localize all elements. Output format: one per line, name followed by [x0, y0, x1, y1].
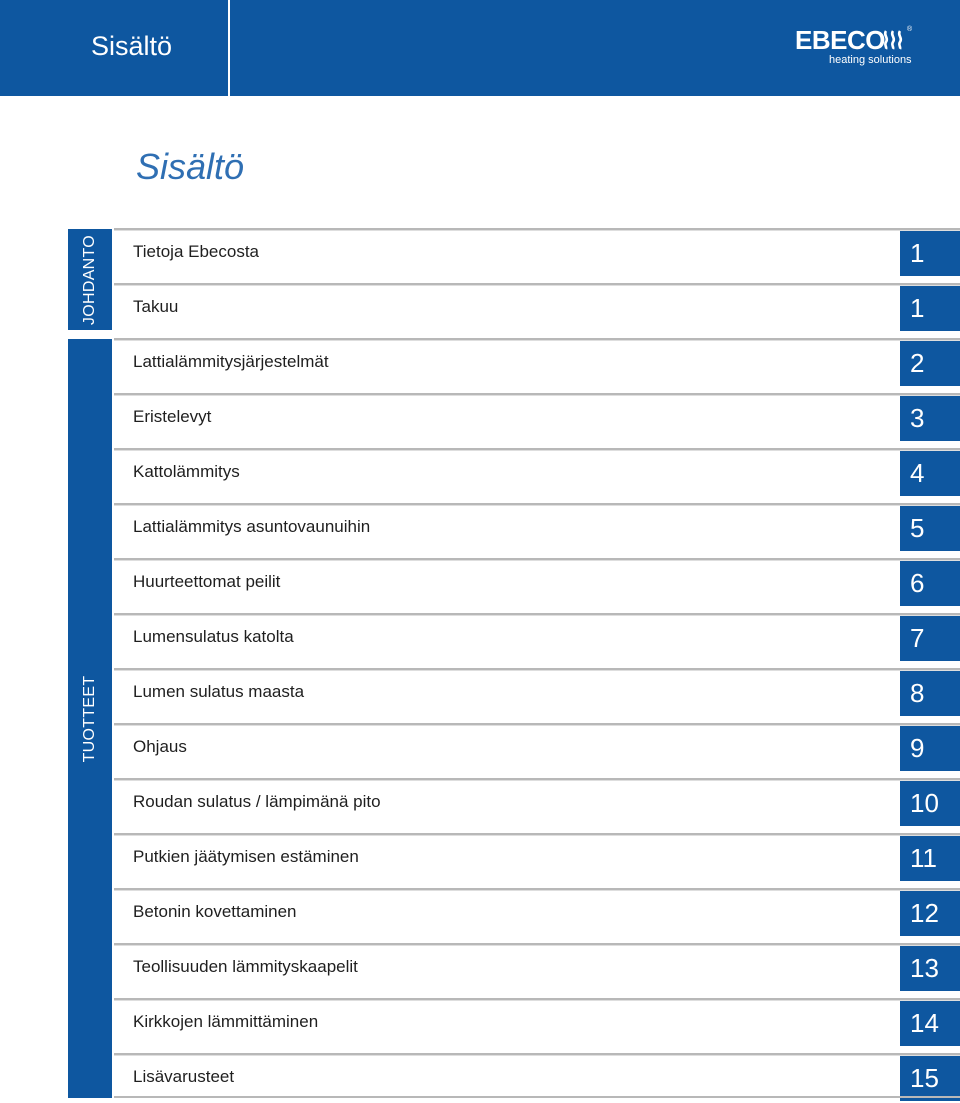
toc-entry-title: Lumen sulatus maasta [133, 682, 305, 701]
toc-entry[interactable] [114, 668, 960, 723]
toc-entry-title: Lumensulatus katolta [133, 627, 294, 646]
toc-entry-title: Roudan sulatus / lämpimänä pito [133, 792, 381, 811]
section-band-johdanto [68, 229, 112, 330]
toc-entry[interactable] [114, 833, 960, 888]
section-band-tuotteet [68, 339, 112, 1098]
toc-entry-title: Lattialämmitysjärjestelmät [133, 352, 329, 371]
toc-entry[interactable] [114, 723, 960, 778]
toc-entry-title: Eristelevyt [133, 407, 212, 426]
toc-entry[interactable] [114, 283, 960, 338]
toc-page-number: 1 [900, 286, 960, 331]
toc-entry-title: Huurteettomat peilit [133, 572, 281, 591]
toc-entry-title: Tietoja Ebecosta [133, 242, 259, 261]
page-title: Sisältö [136, 146, 245, 187]
toc-bottom-rule [114, 1096, 960, 1098]
toc-entry[interactable] [114, 448, 960, 503]
toc-entry[interactable] [114, 558, 960, 613]
toc-page-number: 12 [900, 891, 960, 936]
toc-entry-title: Teollisuuden lämmityskaapelit [133, 957, 358, 976]
section-label-johdanto: JOHDANTO [81, 234, 98, 325]
toc-page-number: 2 [900, 341, 960, 386]
toc-entry[interactable] [114, 888, 960, 943]
toc-page-number: 10 [900, 781, 960, 826]
toc-entry-title: Kirkkojen lämmittäminen [133, 1012, 319, 1031]
toc-page-number: 9 [900, 726, 960, 771]
toc-entry-title: Kattolämmitys [133, 462, 240, 481]
toc-page-number: 6 [900, 561, 960, 606]
toc-entry-title: Ohjaus [133, 737, 187, 756]
header-divider [228, 0, 230, 96]
toc-entry[interactable] [114, 393, 960, 448]
toc-entry-title: Takuu [133, 297, 179, 316]
toc-page-number: 3 [900, 396, 960, 441]
toc-entry[interactable] [114, 943, 960, 998]
toc-page-number: 4 [900, 451, 960, 496]
logo-wordmark: EBECO [795, 25, 885, 55]
toc-entry[interactable] [114, 778, 960, 833]
toc-page-number: 13 [900, 946, 960, 991]
toc-page-number: 5 [900, 506, 960, 551]
heat-waves-icon [883, 30, 905, 50]
toc-entry-title: Lisävarusteet [133, 1067, 235, 1086]
toc-entry-title: Betonin kovettaminen [133, 902, 297, 921]
toc-page-number: 11 [900, 836, 960, 881]
toc-page-number: 7 [900, 616, 960, 661]
logo-registered-mark: ® [907, 26, 913, 33]
toc-entry[interactable] [114, 503, 960, 558]
section-label-tuotteet: TUOTTEET [81, 675, 98, 762]
toc-entry[interactable] [114, 998, 960, 1053]
header-title: Sisältö [91, 31, 173, 61]
toc-entry-title: Lattialämmitys asuntovaunuihin [133, 517, 371, 536]
toc-page-number: 14 [900, 1001, 960, 1046]
toc-page-number: 8 [900, 671, 960, 716]
toc-entry[interactable] [114, 228, 960, 283]
toc-page-number: 15 [900, 1056, 960, 1101]
toc-page-number: 1 [900, 231, 960, 276]
ebeco-logo [795, 26, 925, 70]
toc-entry[interactable] [114, 613, 960, 668]
logo-tagline: heating solutions [829, 54, 912, 66]
toc-entry-title: Putkien jäätymisen estäminen [133, 847, 359, 866]
header-bar [0, 0, 960, 96]
toc-entry[interactable] [114, 338, 960, 393]
table-of-contents [114, 228, 960, 1103]
